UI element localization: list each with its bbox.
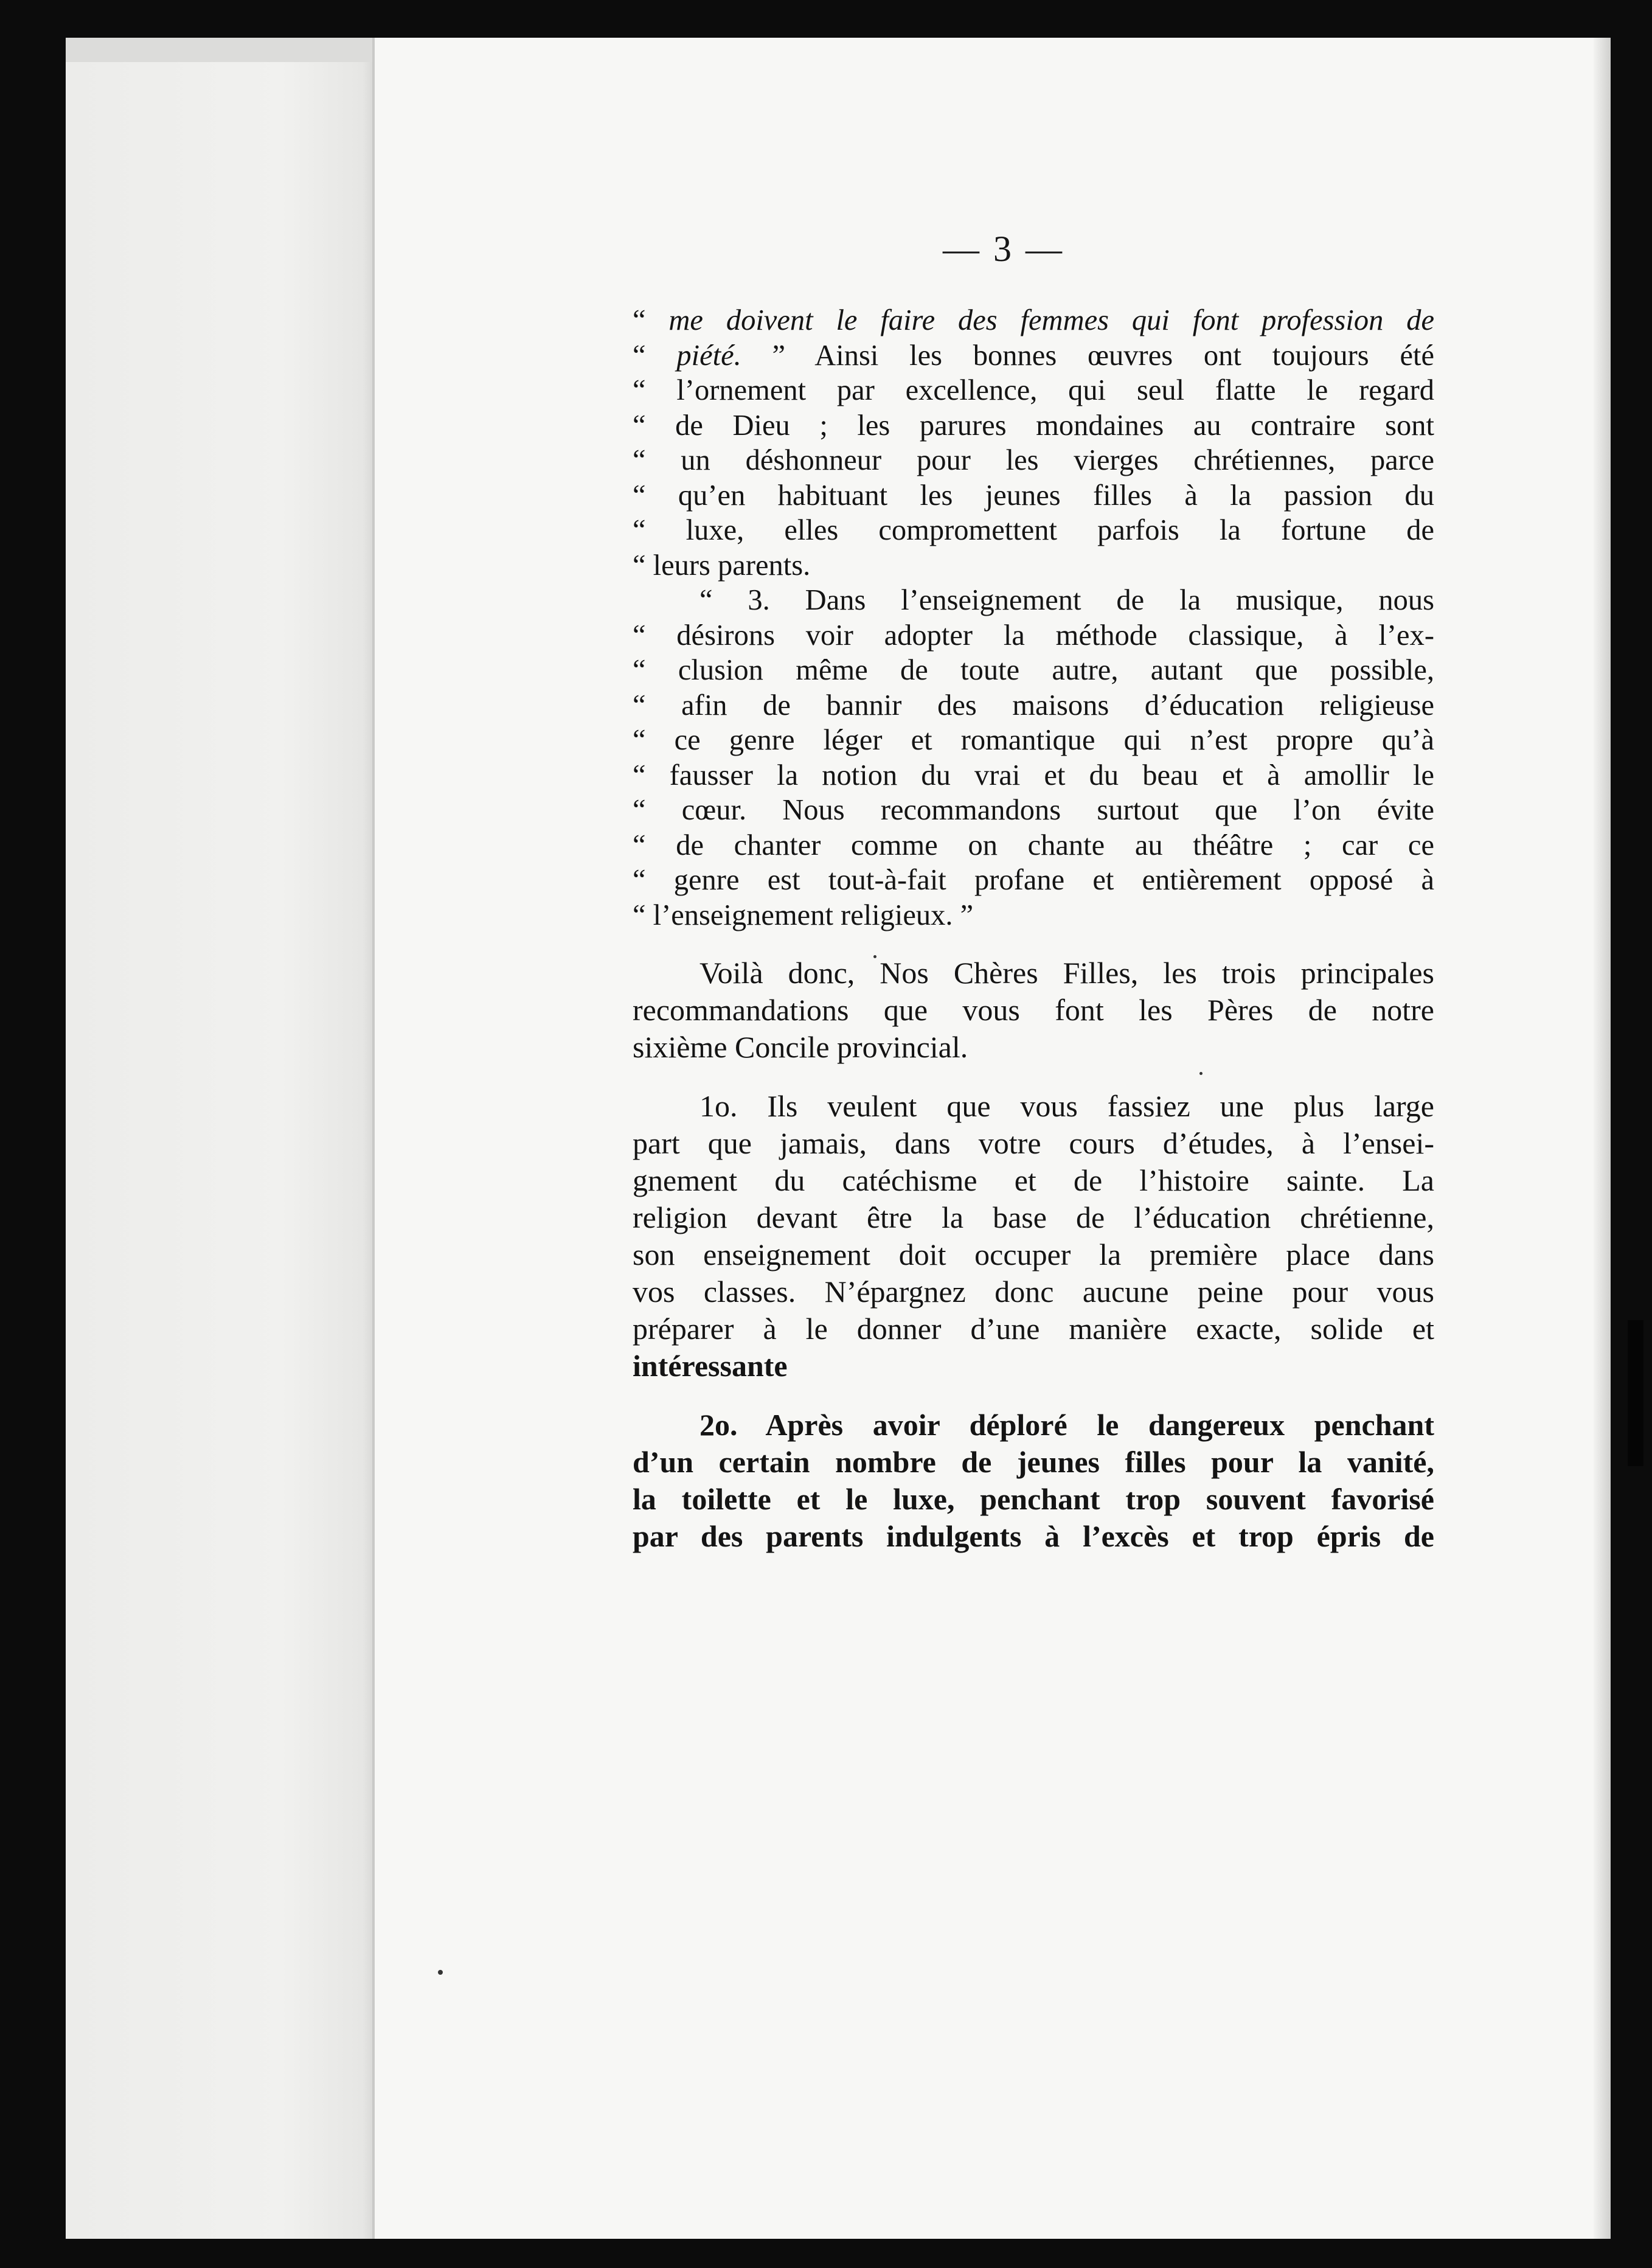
quotation-block <box>633 303 1434 933</box>
paragraph-line: gnement du catéchisme et de l’histoire sainte. La <box>633 1163 1434 1197</box>
binding-mark <box>1628 1320 1643 1466</box>
left-margin-flap <box>66 38 375 2239</box>
paragraph-line: 2o. Après avoir déploré le dangereux penchant <box>699 1408 1434 1442</box>
quote-italic-text: me doivent le faire des femmes qui font profession de <box>668 304 1434 336</box>
quote-line: “ désirons voir adopter la méthode classique, à l’ex- <box>633 619 1434 652</box>
paragraph-gap <box>633 1385 1434 1407</box>
paragraph-line: recommandations que vous font les Pères de notre <box>633 993 1434 1027</box>
quote-line: “ un déshonneur pour les vierges chrétiennes, parce <box>633 444 1434 476</box>
paragraph-2 <box>633 1407 1434 1555</box>
quote-line: “ leurs parents. <box>633 549 811 582</box>
quote-line: “ luxe, elles compromettent parfois la fortune de <box>633 514 1434 546</box>
paragraph-line: son enseignement doit occuper la première place dans <box>633 1237 1434 1271</box>
body-text <box>633 303 1434 1555</box>
quote-line: “ qu’en habituant les jeunes filles à la passion du <box>633 479 1434 512</box>
paragraph-line: Voilà donc, Nos Chères Filles, les trois principales <box>699 956 1434 990</box>
quote-line: “ l’ornement par excellence, qui seul flatte le regard <box>633 374 1434 406</box>
right-page-edge <box>1594 38 1611 2239</box>
paragraph-gap <box>633 1066 1434 1088</box>
ink-speck <box>438 1970 443 1975</box>
quote-line: “ me doivent le faire des femmes qui font profession de <box>633 304 1434 336</box>
top-flap-shadow <box>66 38 375 62</box>
paragraph-line: part que jamais, dans votre cours d’études, à l’ensei- <box>633 1126 1434 1160</box>
quote-line: “ 3. Dans l’enseignement de la musique, nous <box>699 584 1434 616</box>
paragraph-line: par des parents indulgents à l’excès et trop épris de <box>633 1519 1434 1553</box>
paragraph-line: intéressante <box>633 1349 788 1383</box>
paragraph-line: religion devant être la base de l’éducation chrétienne, <box>633 1200 1434 1234</box>
paragraph-line: vos classes. N’épargnez donc aucune peine pour vous <box>633 1275 1434 1309</box>
quote-line: “ de Dieu ; les parures mondaines au contraire sont <box>633 409 1434 442</box>
quote-line: “ fausser la notion du vrai et du beau et à amollir le <box>633 759 1434 791</box>
paragraph-line: d’un certain nombre de jeunes filles pour la vanité, <box>633 1445 1434 1479</box>
paragraph-line: sixième Concile provincial. <box>633 1030 968 1064</box>
quote-line: “ l’enseignement religieux. ” <box>633 899 974 931</box>
paragraph-line: 1o. Ils veulent que vous fassiez une plus large <box>699 1089 1434 1123</box>
paragraph-line: la toilette et le luxe, penchant trop souvent favorisé <box>633 1482 1434 1516</box>
paragraph-line: préparer à le donner d’une manière exacte, solide et <box>633 1312 1434 1346</box>
quote-line: “ piété. ” Ainsi les bonnes œuvres ont toujours été <box>633 339 1435 372</box>
quote-line: “ ce genre léger et romantique qui n’est propre qu’à <box>633 724 1434 756</box>
quote-line: “ clusion même de toute autre, autant que possible, <box>633 654 1434 686</box>
quote-line: “ de chanter comme on chante au théâtre ; car ce <box>633 829 1434 861</box>
flap-fold-edge <box>372 38 375 2239</box>
paragraph-1 <box>633 1088 1434 1385</box>
paragraph-gap <box>633 933 1434 955</box>
quote-line: “ afin de bannir des maisons d’éducation religieuse <box>633 689 1434 722</box>
quote-line: “ genre est tout-à-fait profane et entièrement opposé à <box>633 864 1434 896</box>
page-number: — 3 — <box>943 229 1064 269</box>
quote-line: “ cœur. Nous recommandons surtout que l’on évite <box>633 794 1434 826</box>
quote-italic-text: piété. <box>676 339 741 372</box>
paragraph-intro <box>633 955 1434 1066</box>
